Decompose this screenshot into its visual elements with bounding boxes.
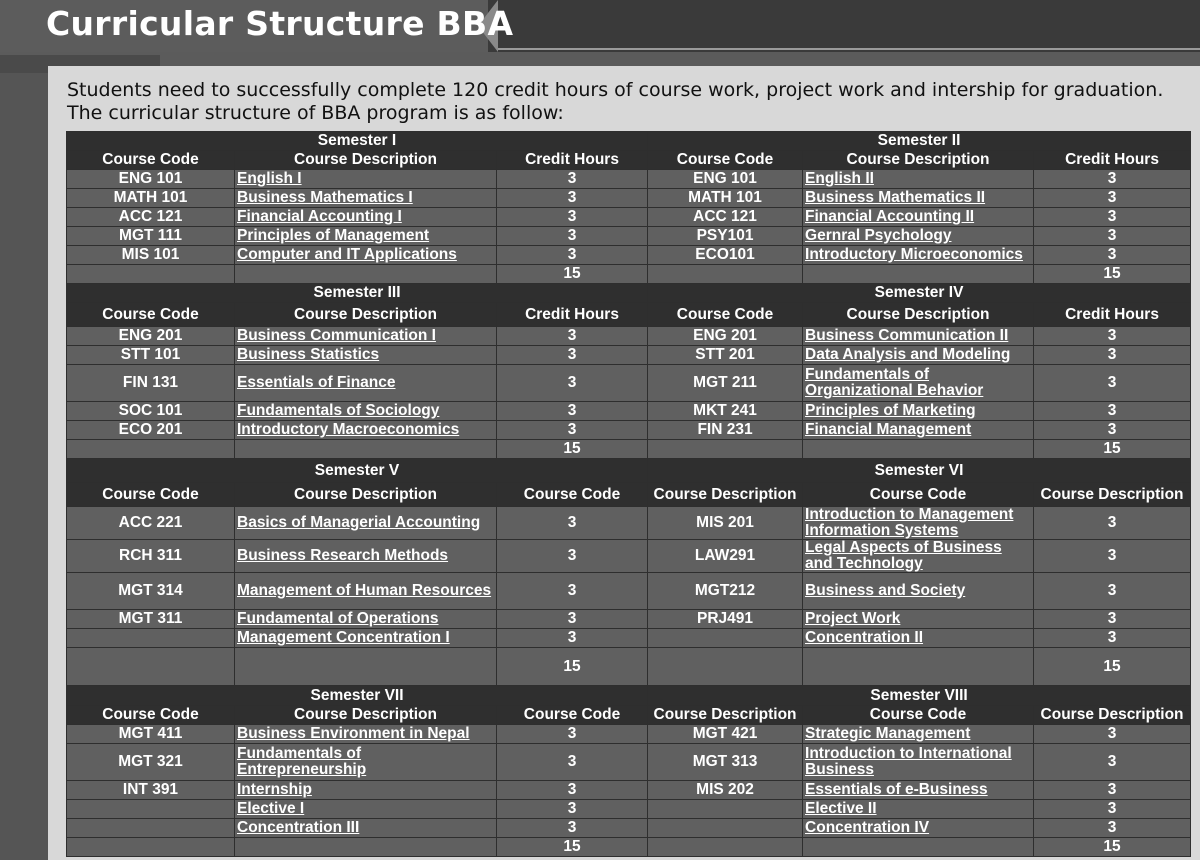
course-description-cell: [803, 648, 1034, 686]
course-description-cell: Introduction to International Business: [803, 744, 1034, 781]
credit-hours-cell: 3: [497, 227, 648, 246]
credit-hours-cell: 15: [497, 440, 648, 459]
column-header: Course Code: [67, 706, 235, 725]
course-code-cell: RCH 311: [67, 540, 235, 573]
left-margin-band: [0, 73, 48, 860]
course-code-cell: MGT 311: [67, 610, 235, 629]
credit-hours-cell: 3: [497, 540, 648, 573]
course-description-cell: Essentials of Finance: [235, 365, 497, 402]
credit-hours-cell: 3: [497, 573, 648, 610]
credit-hours-cell: 3: [1034, 170, 1191, 189]
course-code-cell: FIN 131: [67, 365, 235, 402]
table-row: [67, 629, 1191, 648]
course-code-cell: MKT 241: [648, 402, 803, 421]
credit-hours-cell: 3: [497, 346, 648, 365]
credit-hours-cell: 3: [497, 189, 648, 208]
course-code-cell: MATH 101: [67, 189, 235, 208]
course-description-cell: Fundamentals of Entrepreneurship: [235, 744, 497, 781]
credit-hours-cell: 3: [497, 610, 648, 629]
course-code-cell: [648, 629, 803, 648]
table-row: [67, 819, 1191, 838]
credit-hours-cell: 15: [497, 648, 648, 686]
course-code-cell: MATH 101: [648, 189, 803, 208]
course-description-cell: [803, 265, 1034, 284]
table-row: [67, 573, 1191, 610]
table-row: [67, 246, 1191, 265]
course-code-cell: STT 201: [648, 346, 803, 365]
course-description-cell: [235, 265, 497, 284]
course-description-cell: Business and Society: [803, 573, 1034, 610]
semester-title: Semester IV: [648, 284, 1191, 303]
course-description-cell: Principles of Management: [235, 227, 497, 246]
column-header: Course Description: [648, 706, 803, 725]
semester-title: Semester VII: [67, 686, 648, 706]
semester-title-row: [67, 459, 1191, 483]
column-header: Course Description: [803, 303, 1034, 327]
total-row: [67, 265, 1191, 284]
credit-hours-cell: 3: [1034, 346, 1191, 365]
credit-hours-cell: 15: [1034, 265, 1191, 284]
course-code-cell: ECO 201: [67, 421, 235, 440]
credit-hours-cell: 3: [497, 507, 648, 540]
column-header: Course Code: [803, 483, 1034, 507]
column-header-row: [67, 706, 1191, 725]
course-code-cell: ACC 221: [67, 507, 235, 540]
course-code-cell: MGT 421: [648, 725, 803, 744]
course-code-cell: [67, 265, 235, 284]
course-description-cell: English I: [235, 170, 497, 189]
page-title: Curricular Structure BBA: [46, 4, 514, 43]
course-description-cell: Gernral Psychology: [803, 227, 1034, 246]
course-description-cell: Business Statistics: [235, 346, 497, 365]
curriculum-table: [66, 131, 1191, 857]
credit-hours-cell: 3: [497, 365, 648, 402]
course-code-cell: MGT 111: [67, 227, 235, 246]
column-header: Course Code: [648, 303, 803, 327]
credit-hours-cell: 3: [1034, 819, 1191, 838]
credit-hours-cell: 15: [1034, 838, 1191, 857]
table-row: [67, 327, 1191, 346]
table-row: [67, 402, 1191, 421]
table-row: [67, 540, 1191, 573]
semester-title-row: [67, 686, 1191, 706]
course-description-cell: [803, 838, 1034, 857]
credit-hours-cell: 3: [497, 725, 648, 744]
course-code-cell: [67, 440, 235, 459]
credit-hours-cell: 3: [1034, 421, 1191, 440]
course-code-cell: [648, 440, 803, 459]
credit-hours-cell: 3: [1034, 402, 1191, 421]
semester-title: Semester V: [67, 459, 648, 483]
course-description-cell: Introduction to Management Information Systems: [803, 507, 1034, 540]
course-description-cell: Elective I: [235, 800, 497, 819]
column-header: Course Description: [235, 706, 497, 725]
credit-hours-cell: 3: [497, 421, 648, 440]
credit-hours-cell: 3: [497, 819, 648, 838]
credit-hours-cell: 3: [497, 402, 648, 421]
course-code-cell: ENG 201: [67, 327, 235, 346]
course-description-cell: Business Communication I: [235, 327, 497, 346]
course-description-cell: Financial Management: [803, 421, 1034, 440]
column-header: Credit Hours: [497, 303, 648, 327]
table-row: [67, 610, 1191, 629]
course-description-cell: Fundamental of Operations: [235, 610, 497, 629]
table-row: [67, 365, 1191, 402]
course-code-cell: [67, 800, 235, 819]
column-header: Course Code: [67, 151, 235, 170]
table-row: [67, 227, 1191, 246]
semester-title-row: [67, 132, 1191, 151]
column-header-row: [67, 151, 1191, 170]
course-description-cell: Business Communication II: [803, 327, 1034, 346]
credit-hours-cell: 3: [497, 744, 648, 781]
column-header: Course Description: [648, 483, 803, 507]
course-description-cell: Legal Aspects of Business and Technology: [803, 540, 1034, 573]
table-row: [67, 781, 1191, 800]
table-row: [67, 800, 1191, 819]
course-description-cell: Concentration IV: [803, 819, 1034, 838]
course-code-cell: MIS 101: [67, 246, 235, 265]
course-description-cell: Financial Accounting II: [803, 208, 1034, 227]
column-header: Course Code: [648, 151, 803, 170]
course-description-cell: Internship: [235, 781, 497, 800]
course-description-cell: Management of Human Resources: [235, 573, 497, 610]
course-code-cell: ACC 121: [67, 208, 235, 227]
course-description-cell: Essentials of e-Business: [803, 781, 1034, 800]
column-header: Course Description: [235, 303, 497, 327]
course-description-cell: Fundamentals of Sociology: [235, 402, 497, 421]
table-row: [67, 744, 1191, 781]
course-code-cell: MGT 211: [648, 365, 803, 402]
table-row: [67, 725, 1191, 744]
course-code-cell: MGT 321: [67, 744, 235, 781]
course-description-cell: English II: [803, 170, 1034, 189]
course-description-cell: Introductory Microeconomics: [803, 246, 1034, 265]
credit-hours-cell: 3: [1034, 246, 1191, 265]
credit-hours-cell: 3: [1034, 725, 1191, 744]
intro-text: Students need to successfully complete 120 credit hours of course work, project work and intership for graduation. The curricular structure of BBA program is as follow:: [67, 79, 1164, 124]
credit-hours-cell: 3: [497, 327, 648, 346]
column-header: Credit Hours: [1034, 151, 1191, 170]
column-header: Course Description: [235, 151, 497, 170]
course-code-cell: MIS 202: [648, 781, 803, 800]
credit-hours-cell: 3: [1034, 573, 1191, 610]
credit-hours-cell: 3: [497, 629, 648, 648]
column-header: Course Description: [1034, 483, 1191, 507]
credit-hours-cell: 3: [1034, 208, 1191, 227]
column-header: Course Code: [497, 706, 648, 725]
semester-title: Semester III: [67, 284, 648, 303]
course-code-cell: PSY101: [648, 227, 803, 246]
credit-hours-cell: 3: [497, 800, 648, 819]
course-description-cell: Business Research Methods: [235, 540, 497, 573]
column-header: Course Code: [67, 483, 235, 507]
course-code-cell: [67, 838, 235, 857]
column-header: Course Description: [235, 483, 497, 507]
course-code-cell: STT 101: [67, 346, 235, 365]
table-row: [67, 208, 1191, 227]
credit-hours-cell: 3: [1034, 507, 1191, 540]
course-code-cell: [648, 838, 803, 857]
course-code-cell: [648, 265, 803, 284]
course-code-cell: FIN 231: [648, 421, 803, 440]
column-header: Credit Hours: [497, 151, 648, 170]
semester-title-row: [67, 284, 1191, 303]
column-header: Course Description: [1034, 706, 1191, 725]
credit-hours-cell: 3: [497, 170, 648, 189]
credit-hours-cell: 3: [1034, 781, 1191, 800]
course-code-cell: [648, 648, 803, 686]
credit-hours-cell: 3: [1034, 365, 1191, 402]
course-description-cell: Strategic Management: [803, 725, 1034, 744]
total-row: [67, 440, 1191, 459]
credit-hours-cell: 3: [497, 246, 648, 265]
course-code-cell: ACC 121: [648, 208, 803, 227]
course-description-cell: Financial Accounting I: [235, 208, 497, 227]
course-code-cell: [648, 800, 803, 819]
credit-hours-cell: 3: [1034, 189, 1191, 208]
semester-title: Semester II: [648, 132, 1191, 151]
course-description-cell: Introductory Macroeconomics: [235, 421, 497, 440]
course-description-cell: Basics of Managerial Accounting: [235, 507, 497, 540]
credit-hours-cell: 15: [1034, 440, 1191, 459]
column-header: Course Code: [803, 706, 1034, 725]
course-description-cell: Business Environment in Nepal: [235, 725, 497, 744]
table-row: [67, 346, 1191, 365]
credit-hours-cell: 3: [1034, 327, 1191, 346]
course-description-cell: Concentration III: [235, 819, 497, 838]
course-description-cell: [803, 440, 1034, 459]
course-description-cell: [235, 648, 497, 686]
course-code-cell: MGT 313: [648, 744, 803, 781]
course-code-cell: ENG 101: [67, 170, 235, 189]
column-header: Credit Hours: [1034, 303, 1191, 327]
course-description-cell: Data Analysis and Modeling: [803, 346, 1034, 365]
course-code-cell: ENG 201: [648, 327, 803, 346]
course-description-cell: Principles of Marketing: [803, 402, 1034, 421]
course-description-cell: Elective II: [803, 800, 1034, 819]
course-code-cell: [67, 629, 235, 648]
course-description-cell: Business Mathematics II: [803, 189, 1034, 208]
course-code-cell: MGT 314: [67, 573, 235, 610]
table-row: [67, 421, 1191, 440]
credit-hours-cell: 3: [1034, 629, 1191, 648]
course-code-cell: [67, 648, 235, 686]
course-code-cell: [67, 819, 235, 838]
course-code-cell: ECO101: [648, 246, 803, 265]
credit-hours-cell: 3: [497, 781, 648, 800]
table-row: [67, 507, 1191, 540]
credit-hours-cell: 15: [497, 838, 648, 857]
course-description-cell: Fundamentals of Organizational Behavior: [803, 365, 1034, 402]
column-header: Course Code: [497, 483, 648, 507]
course-code-cell: PRJ491: [648, 610, 803, 629]
semester-title: Semester VIII: [648, 686, 1191, 706]
course-description-cell: [235, 440, 497, 459]
total-row: [67, 648, 1191, 686]
column-header: Course Description: [803, 151, 1034, 170]
table-row: [67, 170, 1191, 189]
semester-title: Semester I: [67, 132, 648, 151]
title-underline: [498, 48, 1200, 50]
course-code-cell: [648, 819, 803, 838]
course-description-cell: Computer and IT Applications: [235, 246, 497, 265]
column-header: Course Code: [67, 303, 235, 327]
credit-hours-cell: 15: [497, 265, 648, 284]
credit-hours-cell: 15: [1034, 648, 1191, 686]
credit-hours-cell: 3: [1034, 540, 1191, 573]
course-description-cell: [235, 838, 497, 857]
course-code-cell: ENG 101: [648, 170, 803, 189]
course-description-cell: Business Mathematics I: [235, 189, 497, 208]
table-row: [67, 189, 1191, 208]
credit-hours-cell: 3: [1034, 610, 1191, 629]
credit-hours-cell: 3: [1034, 800, 1191, 819]
credit-hours-cell: 3: [1034, 744, 1191, 781]
column-header-row: [67, 483, 1191, 507]
course-description-cell: Concentration II: [803, 629, 1034, 648]
course-description-cell: Project Work: [803, 610, 1034, 629]
credit-hours-cell: 3: [1034, 227, 1191, 246]
course-code-cell: MIS 201: [648, 507, 803, 540]
semester-title: Semester VI: [648, 459, 1191, 483]
course-code-cell: MGT 411: [67, 725, 235, 744]
course-code-cell: LAW291: [648, 540, 803, 573]
total-row: [67, 838, 1191, 857]
course-code-cell: MGT212: [648, 573, 803, 610]
course-code-cell: INT 391: [67, 781, 235, 800]
course-description-cell: Management Concentration I: [235, 629, 497, 648]
credit-hours-cell: 3: [497, 208, 648, 227]
course-code-cell: SOC 101: [67, 402, 235, 421]
column-header-row: [67, 303, 1191, 327]
